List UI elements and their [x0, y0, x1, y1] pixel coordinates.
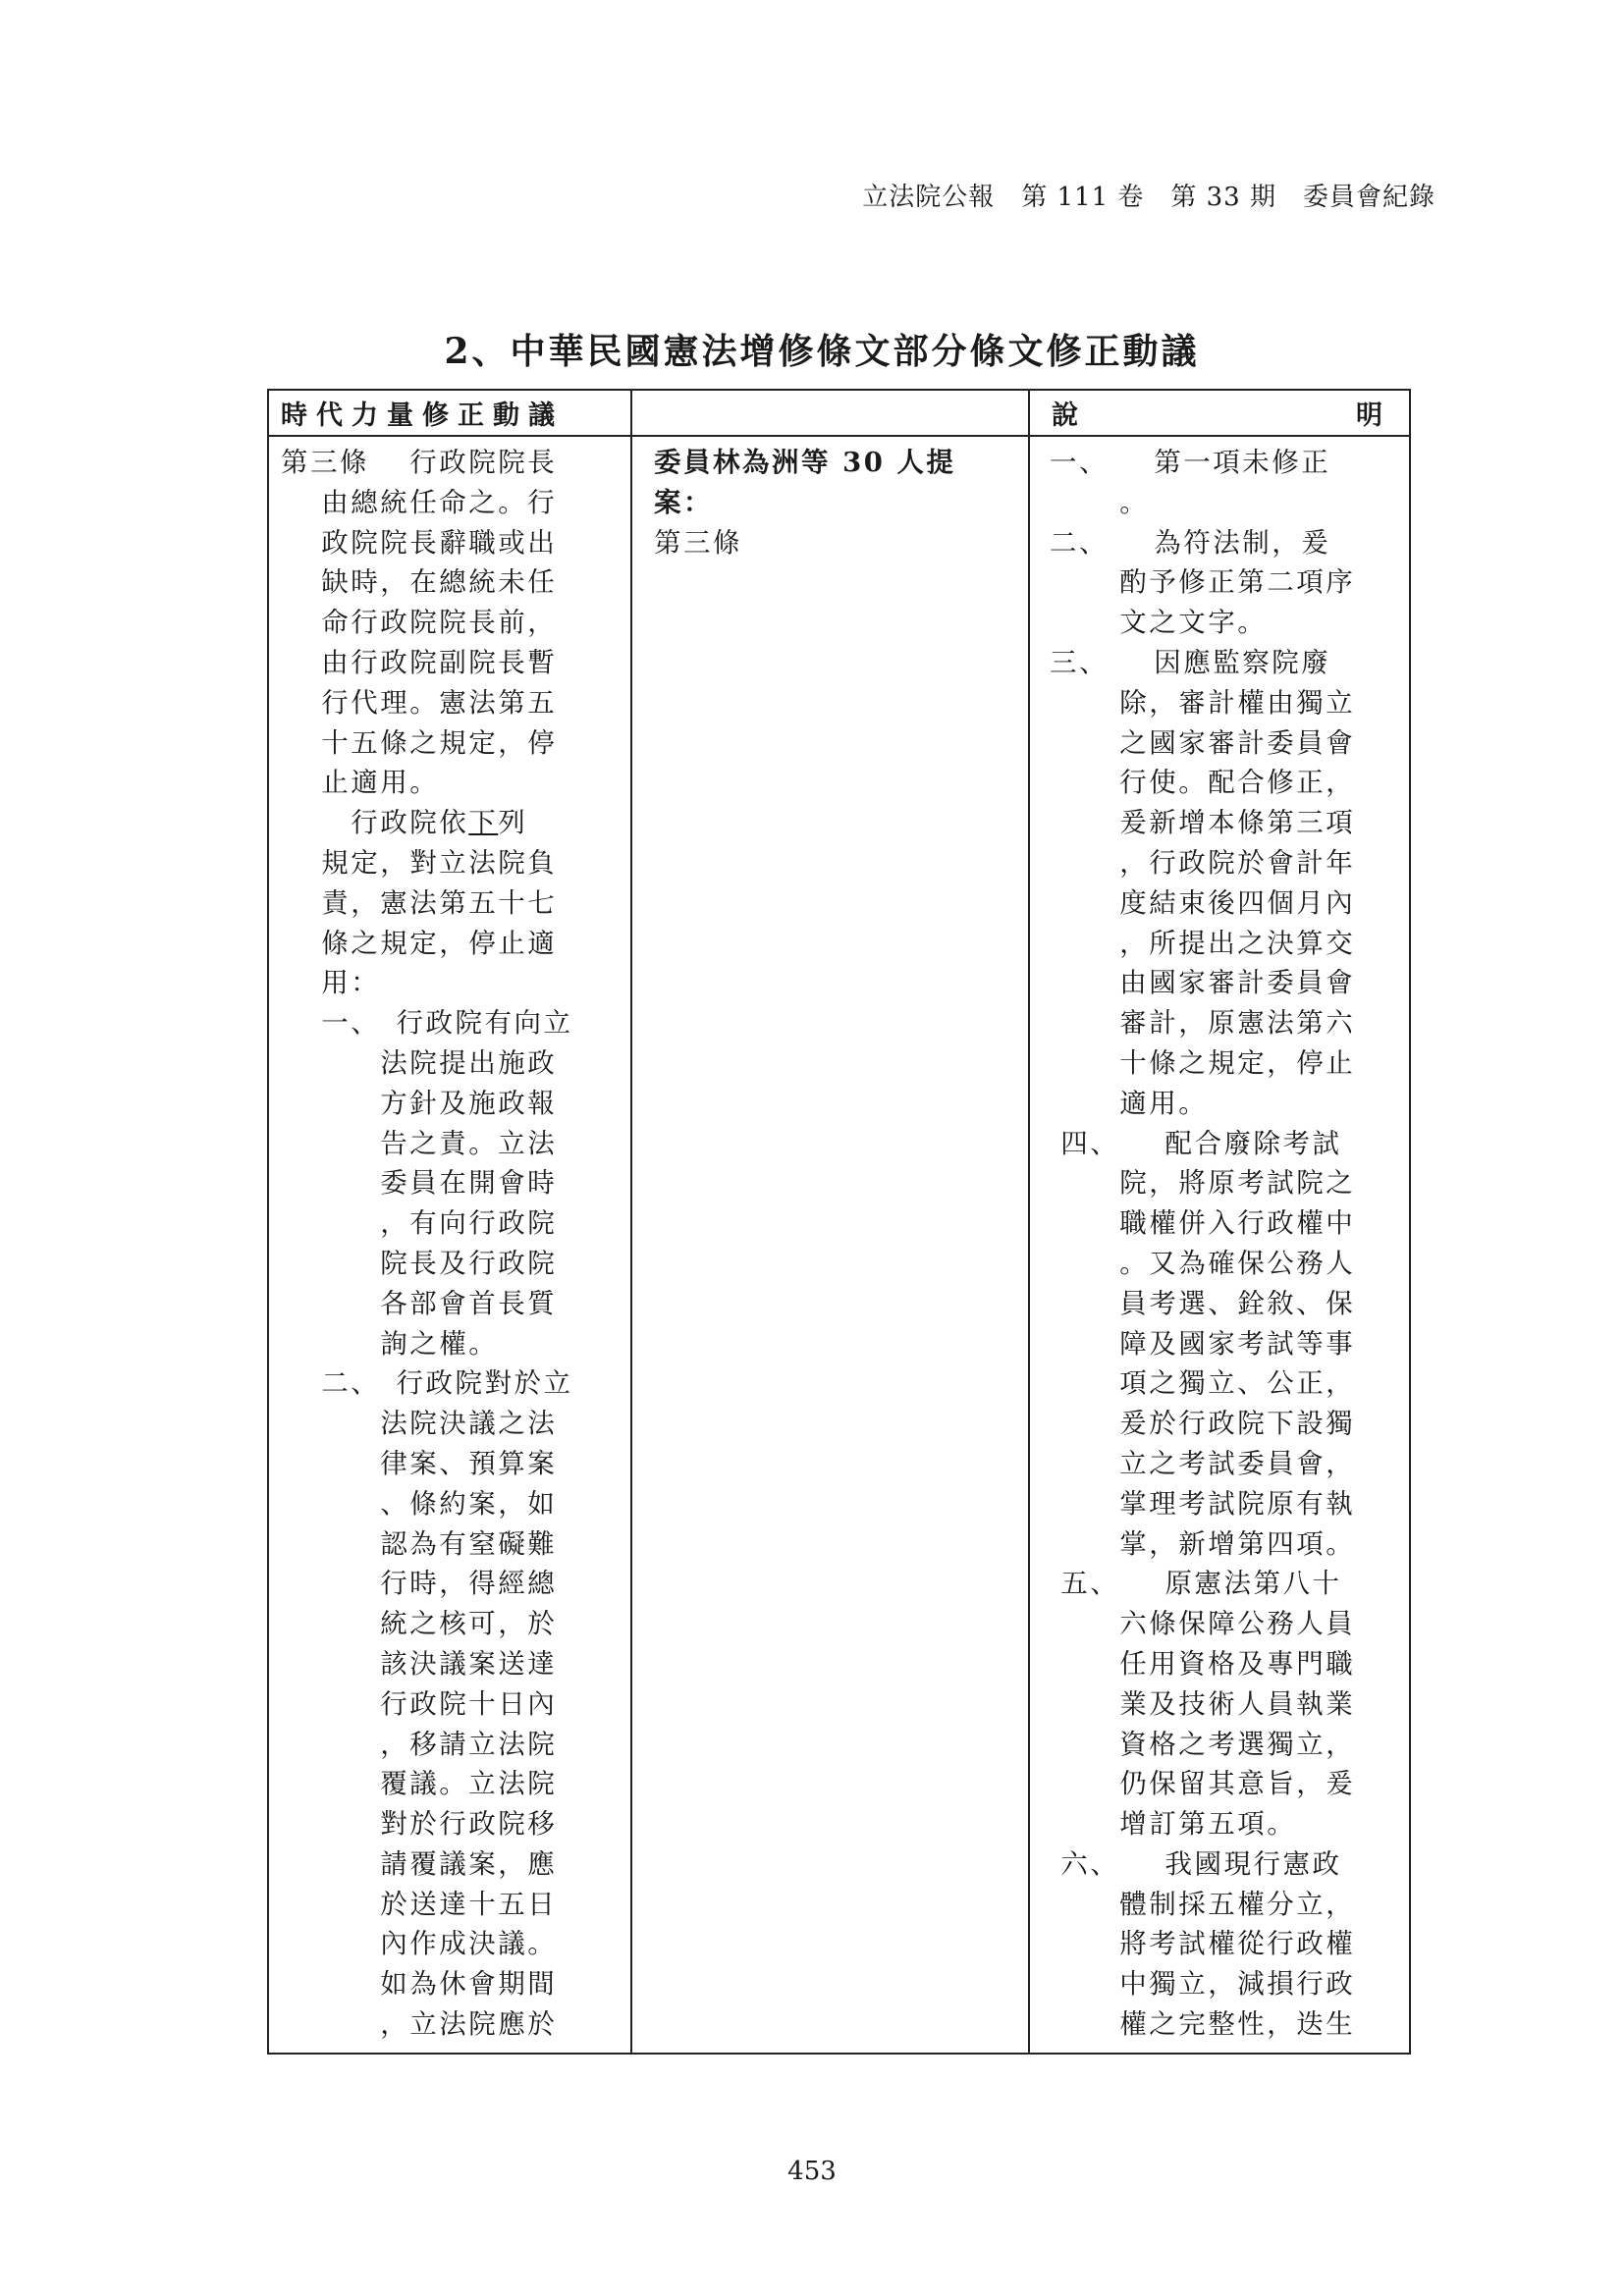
motion-text-line: 律案、預算案 [281, 1447, 558, 1479]
explanation-text-cell [1029, 436, 1410, 2054]
proposal-heading-line: 委員林為洲等 30 人提 [654, 447, 956, 478]
motion-text-line: 十五條之規定，停 [281, 726, 558, 759]
motion-text-line: 行政院十日內 [281, 1687, 558, 1720]
explanation-text-line: 院，將原考試院之 [1050, 1167, 1356, 1200]
explanation-text-line: 五、 原憲法第八十 [1050, 1568, 1342, 1600]
explanation-text-line: 權之完整性，迭生 [1050, 2008, 1356, 2041]
explanation-text-line: 項之獨立、公正， [1050, 1367, 1356, 1400]
motion-text-line: 法院決議之法 [281, 1408, 558, 1440]
motion-text-line: 於送達十五日 [281, 1888, 558, 1920]
motion-text-line: 責，憲法第五十七 [281, 886, 558, 919]
motion-text-line: 缺時，在總統未任 [281, 566, 558, 599]
table-header-row [268, 390, 1410, 436]
motion-text-line: 止適用。 [281, 767, 440, 799]
explanation-text-line: 障及國家考試等事 [1050, 1327, 1356, 1360]
motion-text-line: 第三條 行政院院長 [281, 447, 558, 478]
motion-text-line: 該決議案送達 [281, 1647, 558, 1680]
explanation-text-line: 之國家審計委員會 [1050, 726, 1356, 759]
explanation-text-line: 立之考試委員會， [1050, 1447, 1356, 1479]
explanation-text-line: 爰新增本條第三項 [1050, 807, 1356, 839]
table-body-row [268, 436, 1410, 2054]
motion-text-line: 行代理。憲法第五 [281, 686, 558, 719]
explanation-text-line: 由國家審計委員會 [1050, 967, 1356, 999]
motion-text-line: ，移請立法院 [281, 1728, 558, 1760]
explanation-text-line: 掌，新增第四項。 [1050, 1527, 1356, 1560]
motion-text-line: 認為有窒礙難 [281, 1527, 558, 1560]
motion-text-line: 政院院長辭職或出 [281, 526, 558, 559]
motion-text-line: 、條約案，如 [281, 1487, 558, 1520]
explanation-text-line: 六條保障公務人員 [1050, 1608, 1356, 1640]
explanation-text-line: 六、 我國現行憲政 [1050, 1847, 1342, 1880]
motion-text-line: 法院提出施政 [281, 1046, 558, 1079]
explanation-text-line: ，行政院於會計年 [1050, 846, 1356, 879]
explanation-text-line: 資格之考選獨立， [1050, 1728, 1356, 1760]
amendment-table [267, 389, 1411, 2055]
motion-text-line: ，有向行政院 [281, 1207, 558, 1240]
motion-text-line: ，立法院應於 [281, 2008, 558, 2041]
underlined-character: 下 [468, 807, 499, 839]
explanation-text-line: 。又為確保公務人 [1050, 1247, 1356, 1279]
explanation-text-line: 除，審計權由獨立 [1050, 686, 1356, 719]
document-title: 2、中華民國憲法增修條文部分條文修正動議 [444, 331, 1200, 372]
motion-text-line: 對於行政院移 [281, 1808, 558, 1841]
motion-text-line: 內作成決議。 [281, 1928, 558, 1960]
explanation-text-line: 掌理考試院原有執 [1050, 1487, 1356, 1520]
motion-text-line: 由行政院副院長暫 [281, 646, 558, 678]
explanation-text-line: 文之文字。 [1050, 607, 1268, 639]
motion-text-line: 告之責。立法 [281, 1127, 558, 1159]
explanation-text-line: 任用資格及專門職 [1050, 1647, 1356, 1680]
explanation-text-line: 十條之規定，停止 [1050, 1046, 1356, 1079]
header-explanation-char-1: 說 [1052, 400, 1087, 431]
motion-text-line: 二、 行政院對於立 [281, 1367, 573, 1400]
explanation-text-line: 二、 為符法制，爰 [1050, 526, 1331, 559]
motion-text-line: 各部會首長質 [281, 1287, 558, 1319]
explanation-text-line: 職權併入行政權中 [1050, 1207, 1356, 1240]
motion-text-line: 委員在開會時 [281, 1167, 558, 1200]
explanation-text-line: 審計，原憲法第六 [1050, 1007, 1356, 1040]
header-blank [631, 390, 1029, 436]
motion-text-cell [268, 436, 631, 2054]
explanation-text-line: 度結束後四個月內 [1050, 886, 1356, 919]
motion-text-line: 命行政院院長前， [281, 607, 558, 639]
explanation-text-line: 四、 配合廢除考試 [1050, 1127, 1342, 1159]
explanation-text-line: 體制採五權分立， [1050, 1888, 1356, 1920]
proposal-heading-line: 案： [654, 486, 713, 518]
explanation-text-line: 將考試權從行政權 [1050, 1928, 1356, 1960]
header-explanation-char-2: 明 [1356, 400, 1391, 431]
explanation-text-line: 仍保留其意旨，爰 [1050, 1768, 1356, 1800]
proposal-text-cell [631, 436, 1029, 2054]
motion-text-line: 用： [281, 967, 381, 999]
proposal-article-line: 第三條 [654, 526, 742, 559]
motion-text-line: 行時，得經總 [281, 1568, 558, 1600]
motion-text-line: 統之核可，於 [281, 1608, 558, 1640]
explanation-text-line: 增訂第五項。 [1050, 1808, 1297, 1841]
motion-text-line: 詢之權。 [281, 1327, 499, 1360]
motion-text-line: 請覆議案，應 [281, 1847, 558, 1880]
motion-text-line: 如為休會期間 [281, 1968, 558, 2001]
motion-text-line: 院長及行政院 [281, 1247, 558, 1279]
page-number: 453 [787, 2157, 837, 2186]
motion-text-line: 一、 行政院有向立 [281, 1007, 573, 1040]
explanation-text-line: 中獨立，減損行政 [1050, 1968, 1356, 2001]
explanation-text-line: 酌予修正第二項序 [1050, 566, 1356, 599]
motion-text-line: 由總統任命之。行 [281, 486, 558, 518]
explanation-text-line: ，所提出之決算交 [1050, 927, 1356, 959]
motion-text-line: 行政院依下列 [281, 807, 528, 839]
explanation-text-line: 員考選、銓敘、保 [1050, 1287, 1356, 1319]
motion-text-line: 方針及施政報 [281, 1087, 558, 1119]
explanation-text-line: 一、 第一項未修正 [1050, 447, 1331, 478]
running-header: 立法院公報 第 111 卷 第 33 期 委員會紀錄 [862, 183, 1435, 212]
explanation-text-line: 適用。 [1050, 1087, 1209, 1119]
explanation-text-line: 。 [1050, 486, 1150, 518]
header-explanation [1029, 390, 1410, 436]
header-new-power-motion: 時代力量修正動議 [268, 390, 631, 436]
explanation-text-line: 業及技術人員執業 [1050, 1687, 1356, 1720]
motion-text-line: 條之規定，停止適 [281, 927, 558, 959]
explanation-text-line: 爰於行政院下設獨 [1050, 1408, 1356, 1440]
explanation-text-line: 行使。配合修正， [1050, 767, 1356, 799]
explanation-text-line: 三、 因應監察院廢 [1050, 646, 1331, 678]
motion-text-line: 規定，對立法院負 [281, 846, 558, 879]
motion-text-line: 覆議。立法院 [281, 1768, 558, 1800]
